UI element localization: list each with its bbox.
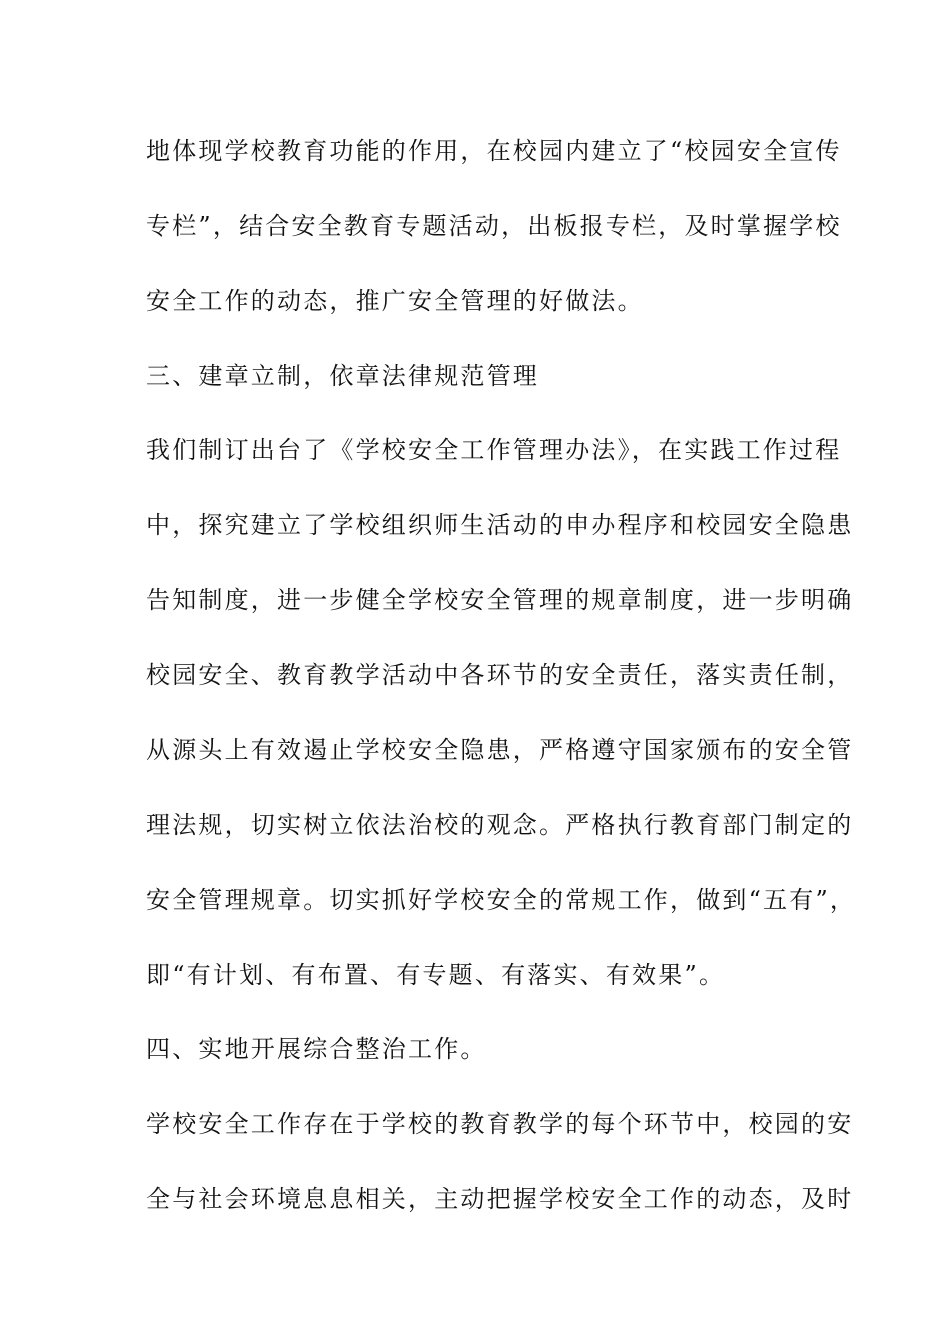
paragraph-line: 从源头上有效遏止学校安全隐患，严格遵守国家颁布的安全管 <box>146 736 854 764</box>
paragraph-line: 即“有计划、有布置、有专题、有落实、有效果”。 <box>146 961 726 989</box>
paragraph-line: 告知制度，进一步健全学校安全管理的规章制度，进一步明确 <box>146 586 854 614</box>
paragraph-line: 全与社会环境息息相关，主动把握学校安全工作的动态，及时 <box>146 1185 854 1213</box>
paragraph-line: 专栏”，结合安全教育专题活动，出板报专栏，及时掌握学校 <box>146 212 842 240</box>
paragraph-line: 中，探究建立了学校组织师生活动的申办程序和校园安全隐患 <box>146 511 854 539</box>
section-heading: 四、实地开展综合整治工作。 <box>146 1035 487 1063</box>
paragraph-line: 地体现学校教育功能的作用，在校园内建立了“校园安全宣传 <box>146 137 842 165</box>
paragraph-line: 安全管理规章。切实抓好学校安全的常规工作，做到“五有”， <box>146 886 857 914</box>
paragraph-line: 学校安全工作存在于学校的教育教学的每个环节中，校园的安 <box>146 1110 854 1138</box>
paragraph-line: 校园安全、教育教学活动中各环节的安全责任，落实责任制， <box>146 661 854 689</box>
paragraph-line: 理法规，切实树立依法治校的观念。严格执行教育部门制定的 <box>146 811 854 839</box>
paragraph-line: 我们制订出台了《学校安全工作管理办法》，在实践工作过程 <box>146 436 842 464</box>
paragraph-line: 安全工作的动态，推广安全管理的好做法。 <box>146 287 644 315</box>
section-heading: 三、建章立制，依章法律规范管理 <box>146 362 539 390</box>
